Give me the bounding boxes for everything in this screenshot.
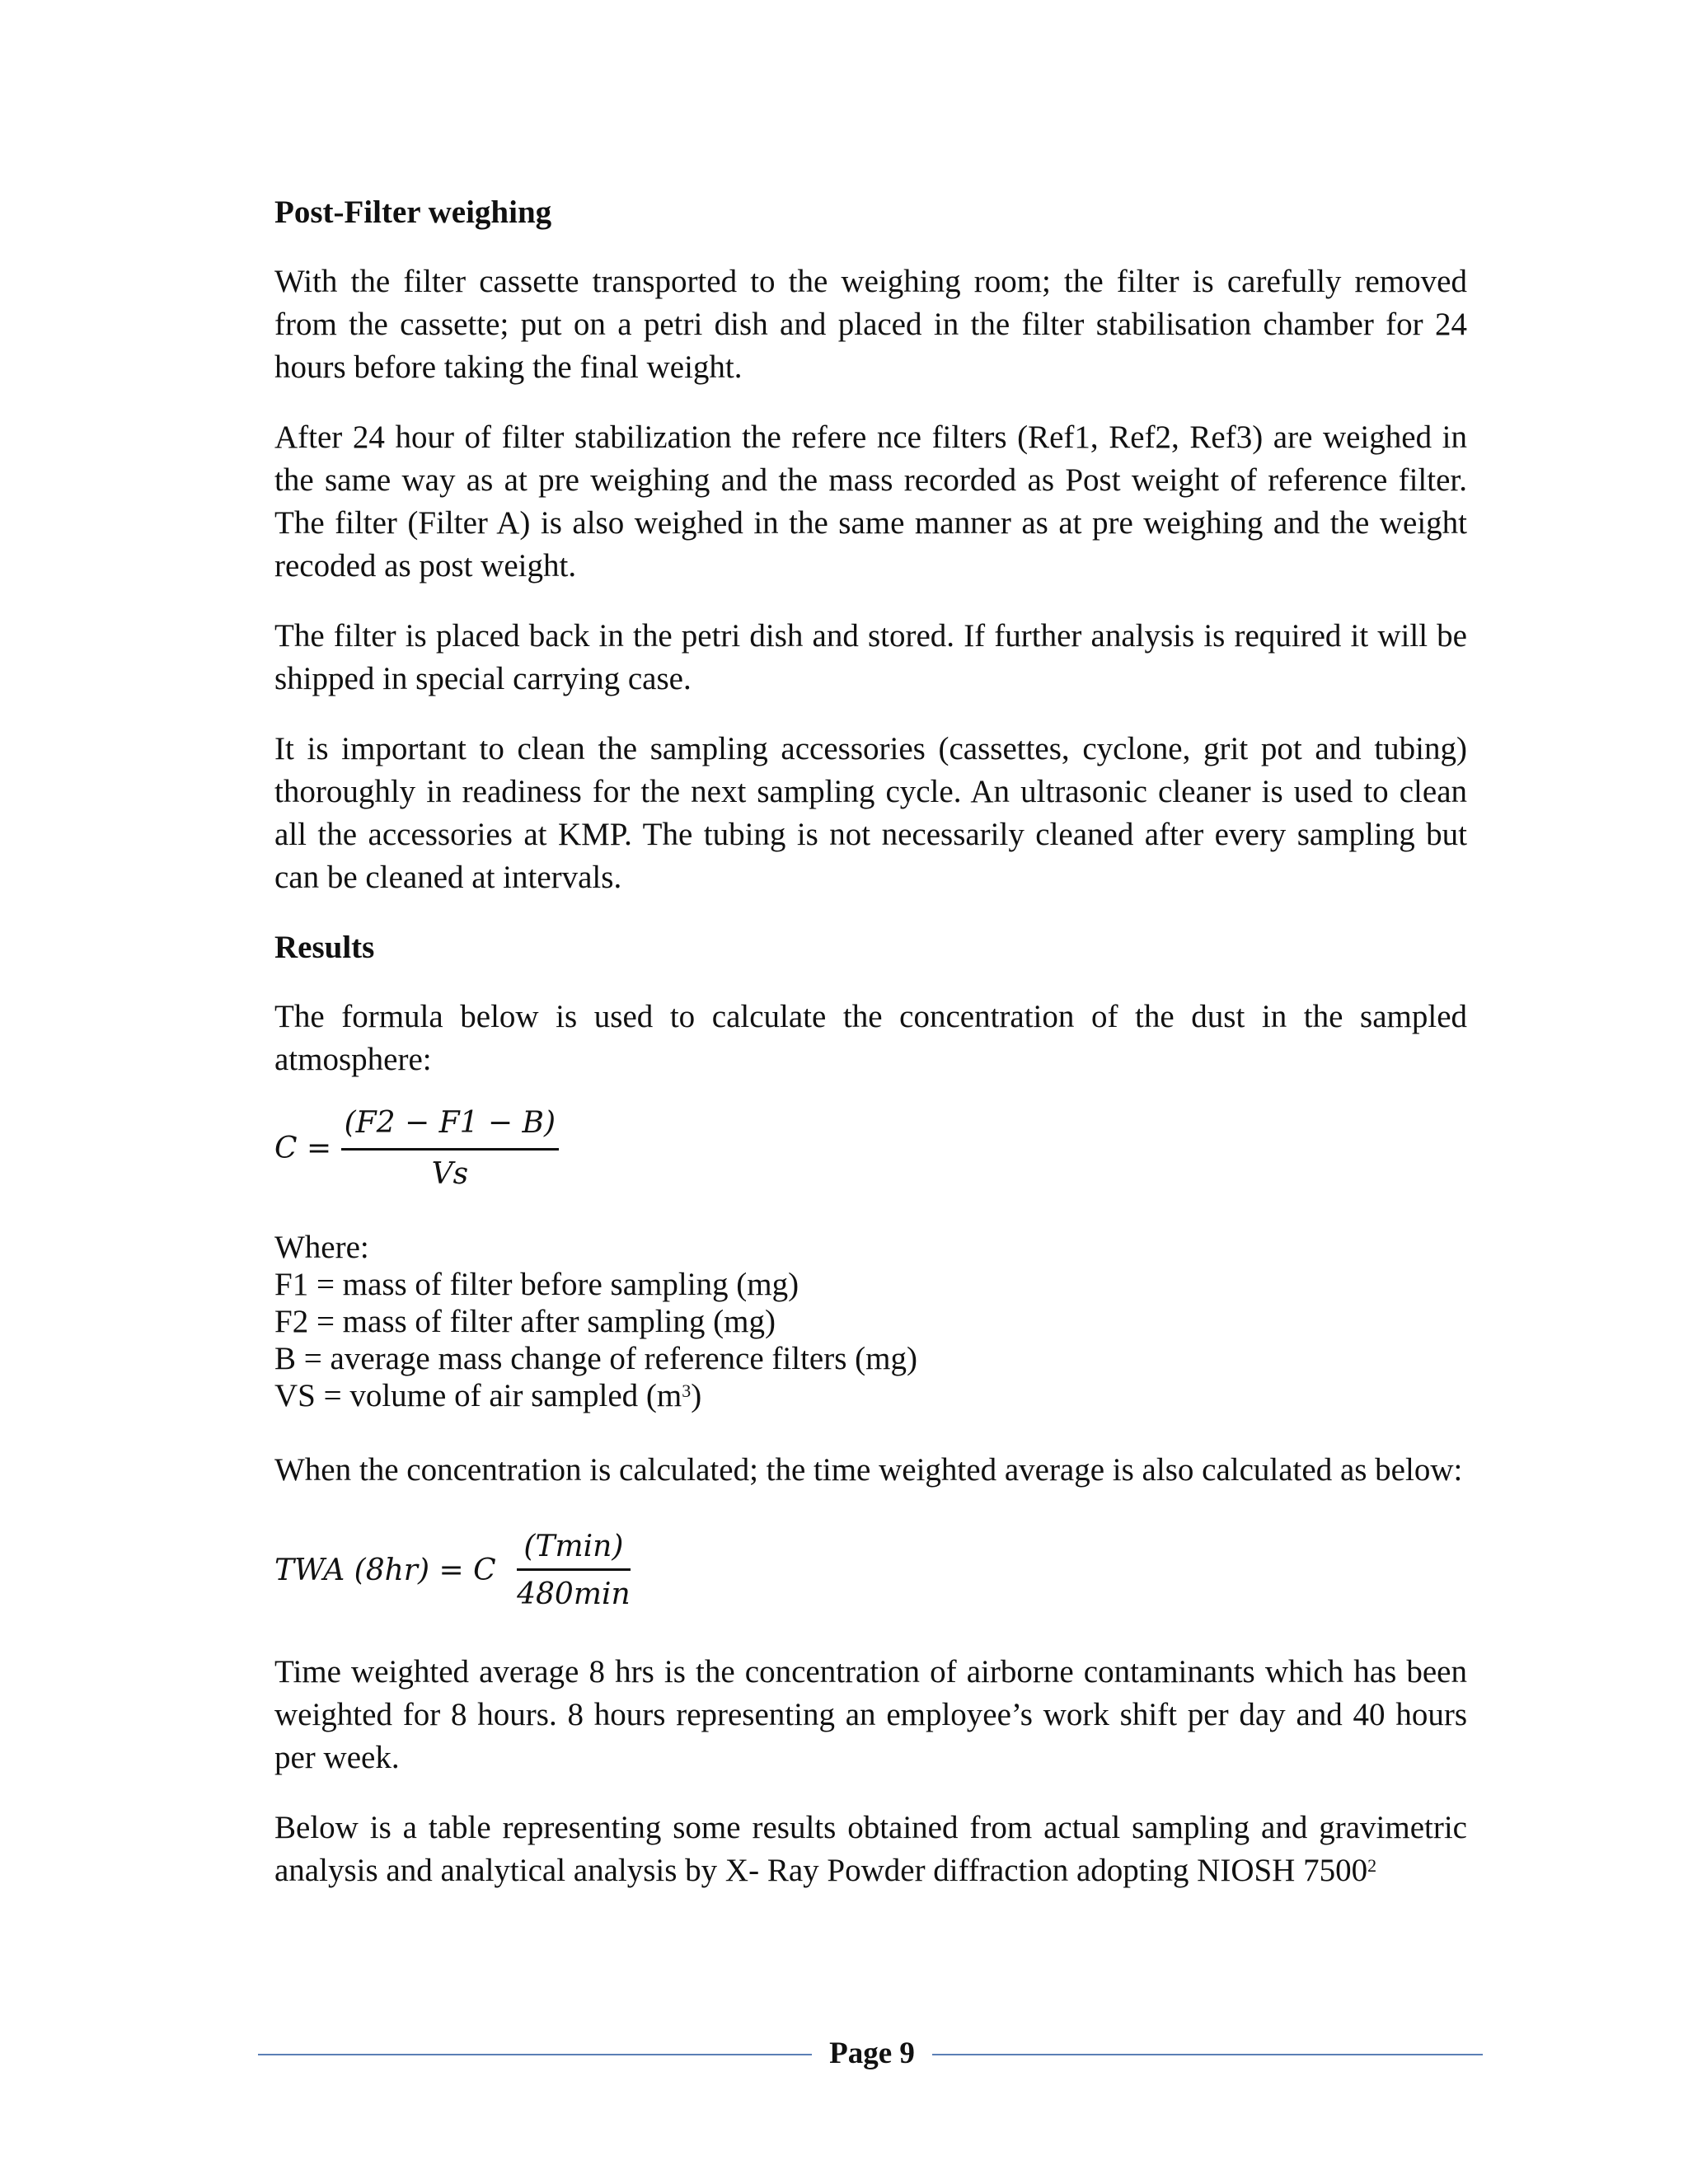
definition-vs-superscript: 3 bbox=[682, 1380, 692, 1401]
page-number: Page 9 bbox=[829, 2036, 915, 2070]
page-footer bbox=[258, 2033, 1483, 2074]
definition-f2: F2 = mass of filter after sampling (mg) bbox=[274, 1304, 776, 1339]
definition-vs-text: VS = volume of air sampled (m bbox=[274, 1378, 682, 1413]
citation-superscript: 2 bbox=[1367, 1855, 1377, 1876]
paragraph-stabilisation: With the filter cassette transported to the weighing room; the filter is carefully removed from the cassette; put on a petri dish and placed in the filter stabilisation chamber for 24 hours before taking the final weight. bbox=[274, 264, 1467, 385]
results-heading: Results bbox=[274, 930, 375, 965]
formula-numerator: (F2 − F1 − B) bbox=[341, 1106, 559, 1151]
twa-denominator: 480min bbox=[517, 1577, 631, 1611]
footer-rule-left bbox=[258, 2054, 812, 2055]
twa-lhs: TWA (8hr) = C bbox=[274, 1554, 496, 1587]
where-label: Where: bbox=[274, 1230, 369, 1265]
twa-formula bbox=[274, 1530, 1467, 1611]
formula-denominator: Vs bbox=[431, 1157, 469, 1191]
definition-vs-close: ) bbox=[691, 1378, 702, 1413]
paragraph-reference-filters: After 24 hour of filter stabilization the refere nce filters (Ref1, Ref2, Ref3) are weighed in the same way as at pre weighing and the mass recorded as Post weight of reference filter. The filter (Filter A) is also weighed in the same manner as at pre weighing and the weight recoded as post weight. bbox=[274, 419, 1467, 583]
footer-rule-right bbox=[932, 2054, 1483, 2055]
definition-vs bbox=[274, 1377, 1467, 1414]
twa-fraction bbox=[517, 1530, 631, 1611]
formula-fraction bbox=[341, 1106, 559, 1191]
paragraph-twa-intro: When the concentration is calculated; the time weighted average is also calculated as below: bbox=[274, 1452, 1463, 1488]
definition-b: B = average mass change of reference filters (mg) bbox=[274, 1341, 917, 1376]
paragraph-twa-definition: Time weighted average 8 hrs is the concentration of airborne contaminants which has been weighted for 8 hours. 8 hours representing an employee’s work shift per day and 40 hours per week. bbox=[274, 1654, 1467, 1775]
paragraph-storage: The filter is placed back in the petri dish and stored. If further analysis is required it will be shipped in special carrying case. bbox=[274, 618, 1467, 696]
paragraph-results-table-intro bbox=[274, 1807, 1467, 1892]
formula-lhs: C = bbox=[274, 1132, 332, 1165]
paragraph-formula-intro: The formula below is used to calculate the concentration of the dust in the sampled atmosphere: bbox=[274, 999, 1467, 1077]
definition-f1: F1 = mass of filter before sampling (mg) bbox=[274, 1267, 799, 1302]
formula-definitions bbox=[274, 1229, 1467, 1414]
page-content bbox=[274, 191, 1467, 1919]
post-filter-heading: Post-Filter weighing bbox=[274, 194, 552, 230]
results-table-intro-text: Below is a table representing some results obtained from actual sampling and gravimetric analysis and analytical analysis by X- Ray Powder diffraction adopting NIOSH 7500 bbox=[274, 1810, 1467, 1888]
twa-numerator: (Tmin) bbox=[517, 1530, 631, 1571]
concentration-formula bbox=[274, 1106, 1467, 1191]
paragraph-cleaning: It is important to clean the sampling accessories (cassettes, cyclone, grit pot and tubing) thoroughly in readiness for the next sampling cycle. An ultrasonic cleaner is used to clean all the accessories at KMP. The tubing is not necessarily cleaned after every sampling but can be cleaned at intervals. bbox=[274, 731, 1467, 895]
